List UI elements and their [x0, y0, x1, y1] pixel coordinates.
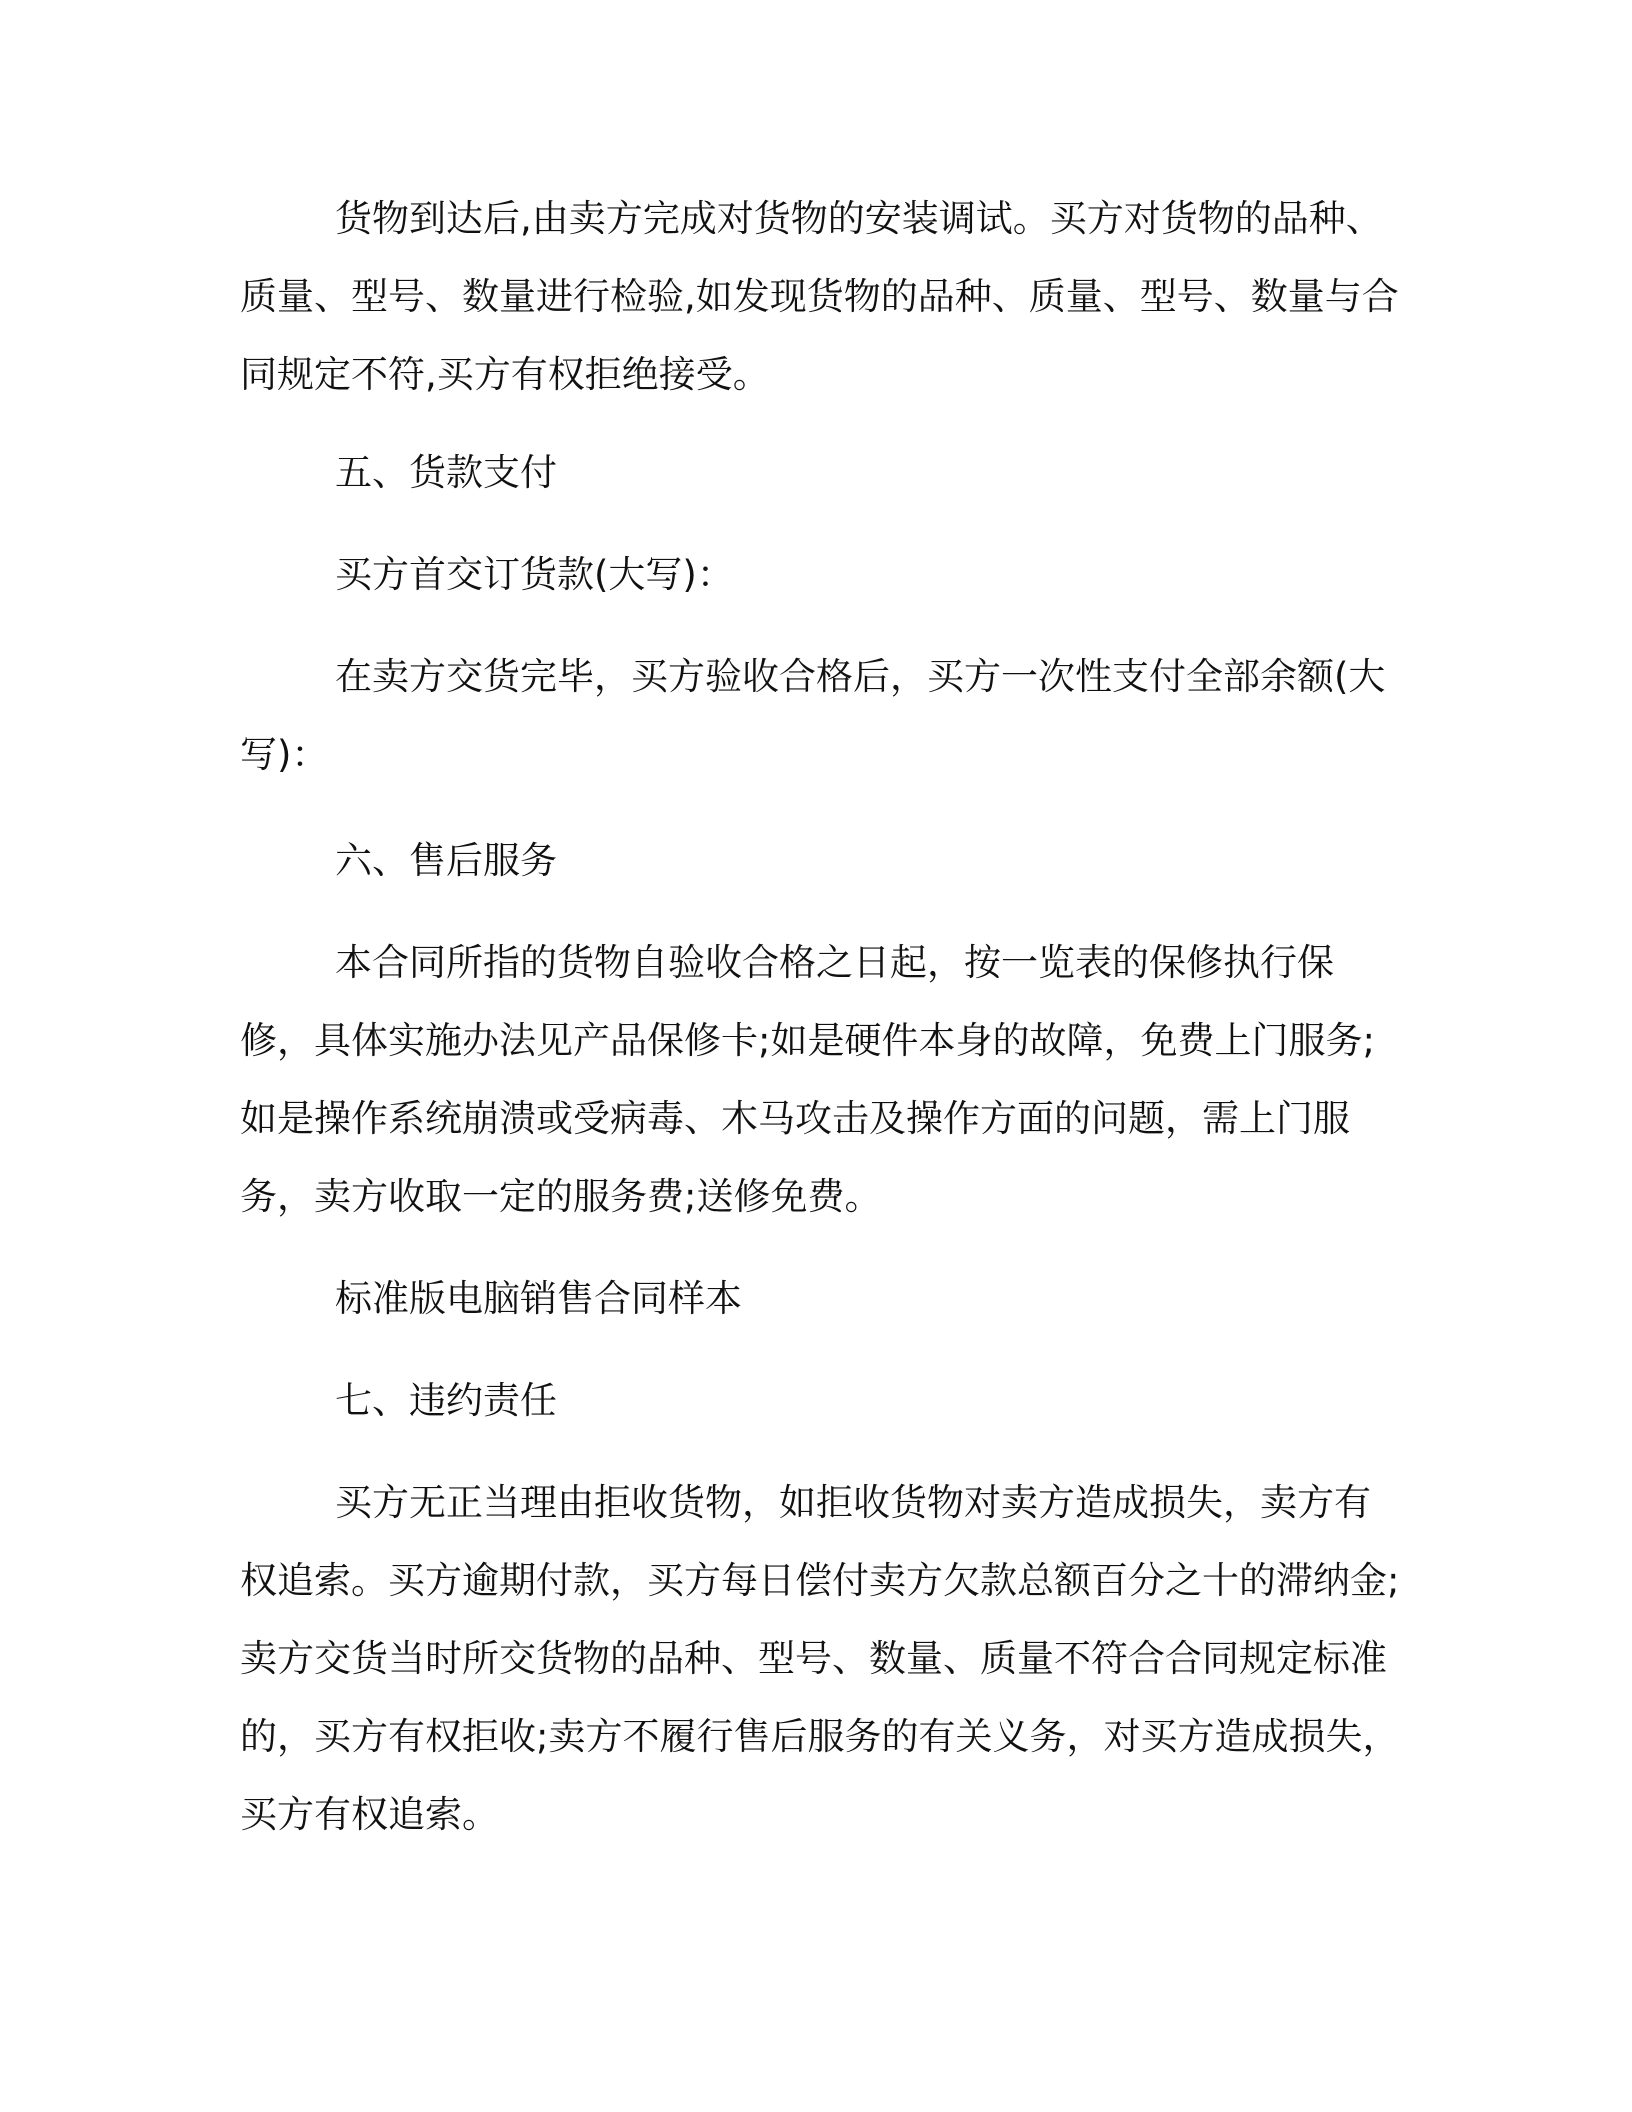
section-heading-payment: 五、货款支付 [335, 451, 557, 494]
paragraph-balance-payment: 在卖方交货完毕，买方验收合格后，买方一次性支付全部余额(大写)： [240, 655, 1386, 776]
section-heading-liability: 七、违约责任 [335, 1379, 557, 1422]
section-heading-after-sales: 六、售后服务 [335, 839, 557, 882]
paragraph-deposit: 买方首交订货款(大写)： [335, 553, 734, 596]
paragraph-delivery-inspection: 货物到达后,由卖方完成对货物的安装调试。买方对货物的品种、质量、型号、数量进行检验,如发现货物的品种、质量、型号、数量与合同规定不符,买方有权拒绝接受。 [240, 197, 1399, 396]
paragraph-breach-liability: 买方无正当理由拒收货物，如拒收货物对卖方造成损失，卖方有权追索。买方逾期付款，买方每日偿付卖方欠款总额百分之十的滞纳金;卖方交货当时所交货物的品种、型号、数量、质量不符合合同规定标准的，买方有权拒收;卖方不履行售后服务的有关义务，对买方造成损失，买方有权追索。 [240, 1481, 1400, 1836]
document-sample-title: 标准版电脑销售合同样本 [335, 1277, 742, 1320]
paragraph-warranty: 本合同所指的货物自验收合格之日起，按一览表的保修执行保修，具体实施办法见产品保修卡;如是硬件本身的故障，免费上门服务;如是操作系统崩溃或受病毒、木马攻击及操作方面的问题，需上门服务，卖方收取一定的服务费;送修免费。 [240, 941, 1375, 1218]
